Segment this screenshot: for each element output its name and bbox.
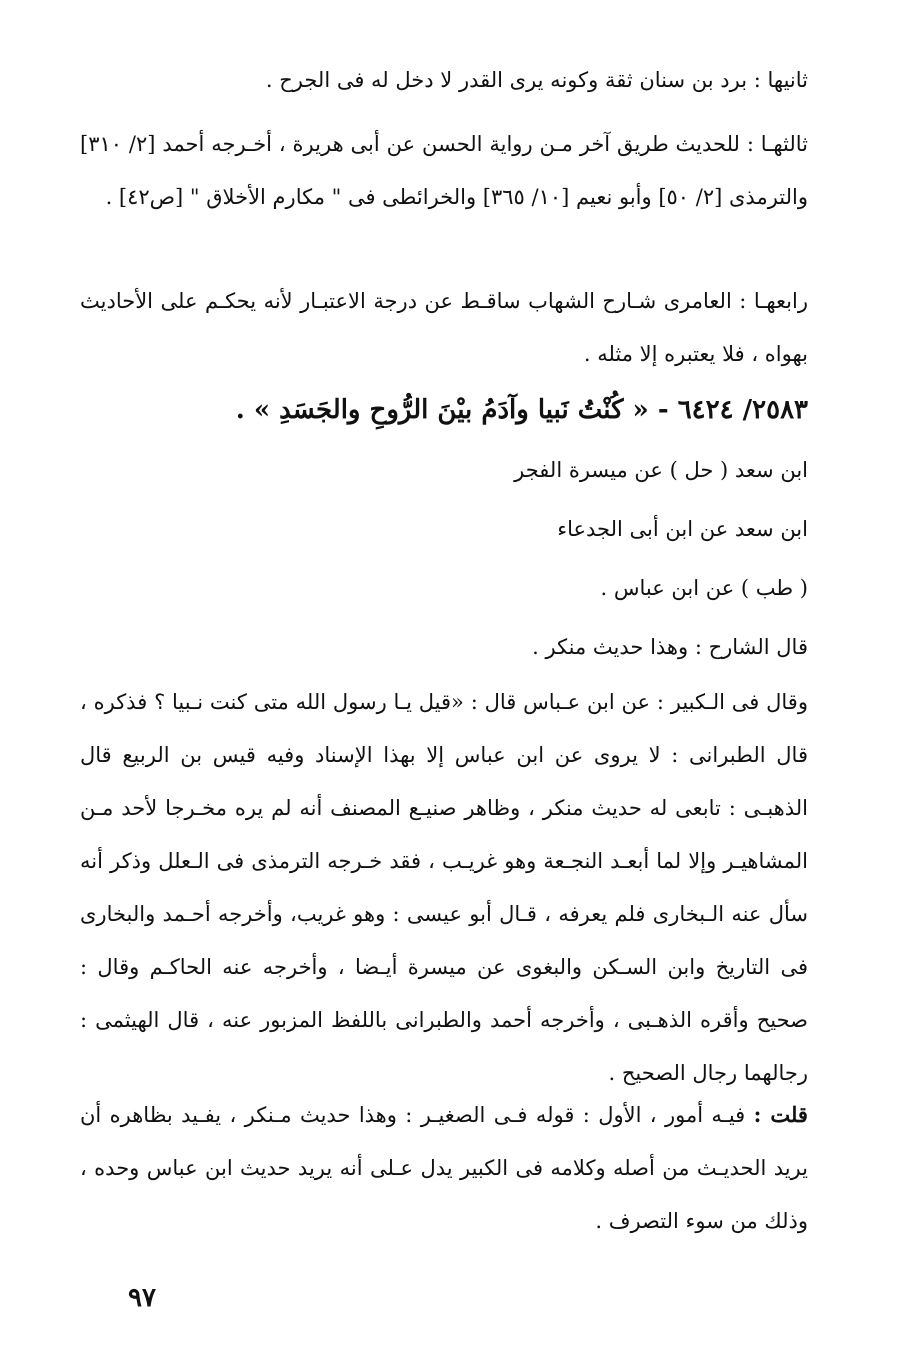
qultu-lead: قلت :: [753, 1102, 808, 1127]
commentary-sharih: قال الشارح : وهذا حديث منكر .: [532, 635, 808, 659]
qultu-body: فيـه أمور ، الأول : قوله فـى الصغيـر : وهذا حديث مـنكر ، يفـيد بظاهره أن يريد الحديـث من أصله وكلامه فى الكبير يدل عـلى أنه يريد حديث ابن عباس وحده ، وذلك من سوء التصرف .: [80, 1103, 808, 1233]
paragraph-thalithuha: [80, 118, 808, 224]
paragraph-text: وقال فى الـكبير : عن ابن عـباس قال : «قيل يـا رسول الله متى كنت نـبيا ؟ فذكره ، قال الطبرانى : لا يروى عن ابن عباس إلا بهذا الإسناد وفيه قيس بن الربيع قال الذهبـى : تابعى له حديث منكر ، وظاهر صنيـع المصنف أنه لم يره مخـرجا لأحد مـن المشاهيـر وإلا لما أبعـد النجـعة وهو غريـب ، فقد خـرجه الترمذى فى الـعلل وذكر أنه سأل عنه الـبخارى فلم يعرفه ، قـال أبو عيسى : وهو غريب، وأخرجه أحـمد والبخارى فى التاريخ وابن السـكن والبغوى عن ميسرة أيـضا ، وأخرجه عنه الحاكـم وقال : صحيح وأقره الذهـبى ، وأخرجه أحمد والطبرانى باللفظ المزبور عنه ، قال الهيثمى : رجالهما رجال الصحيح .: [80, 690, 808, 1085]
qultu-paragraph: [80, 1088, 808, 1248]
page-number: ٩٧: [128, 1283, 156, 1313]
paragraph-thaniha: [80, 54, 808, 107]
source-line: ابن سعد عن ابن أبى الجدعاء: [557, 517, 808, 541]
source-line: ( طب ) عن ابن عباس .: [600, 576, 808, 600]
paragraph-rabiuha: [80, 275, 808, 381]
paragraph-text: ثانيها : برد بن سنان ثقة وكونه يرى القدر لا دخل له فى الجرح .: [265, 68, 808, 92]
paragraph-text: رابعهـا : العامرى شـارح الشهاب ساقـط عن درجة الاعتبـار لأنه يحكـم على الأحاديث بهواه ، فلا يعتبره إلا مثله .: [80, 289, 808, 366]
hadith-heading: [80, 385, 808, 435]
paragraph-text: ثالثهـا : للحديث طريق آخر مـن رواية الحسن عن أبى هريرة ، أخـرجه أحمد [٢/ ٣١٠] والترمذى [٢/ ٥٠] وأبو نعيم [١٠/ ٣٦٥] والخرائطى فى " مكارم الأخلاق " [ص٤٢] .: [80, 132, 808, 209]
commentary-kabir: [80, 676, 808, 1100]
hadith-number: ٢٥٨٣/ ٦٤٢٤ -: [657, 395, 808, 425]
source-line: ابن سعد ( حل ) عن ميسرة الفجر: [514, 458, 808, 482]
hadith-text: « كُنْتُ نَبيا وآدَمُ بيْنَ الرُّوحِ والجَسَدِ » .: [235, 395, 649, 425]
